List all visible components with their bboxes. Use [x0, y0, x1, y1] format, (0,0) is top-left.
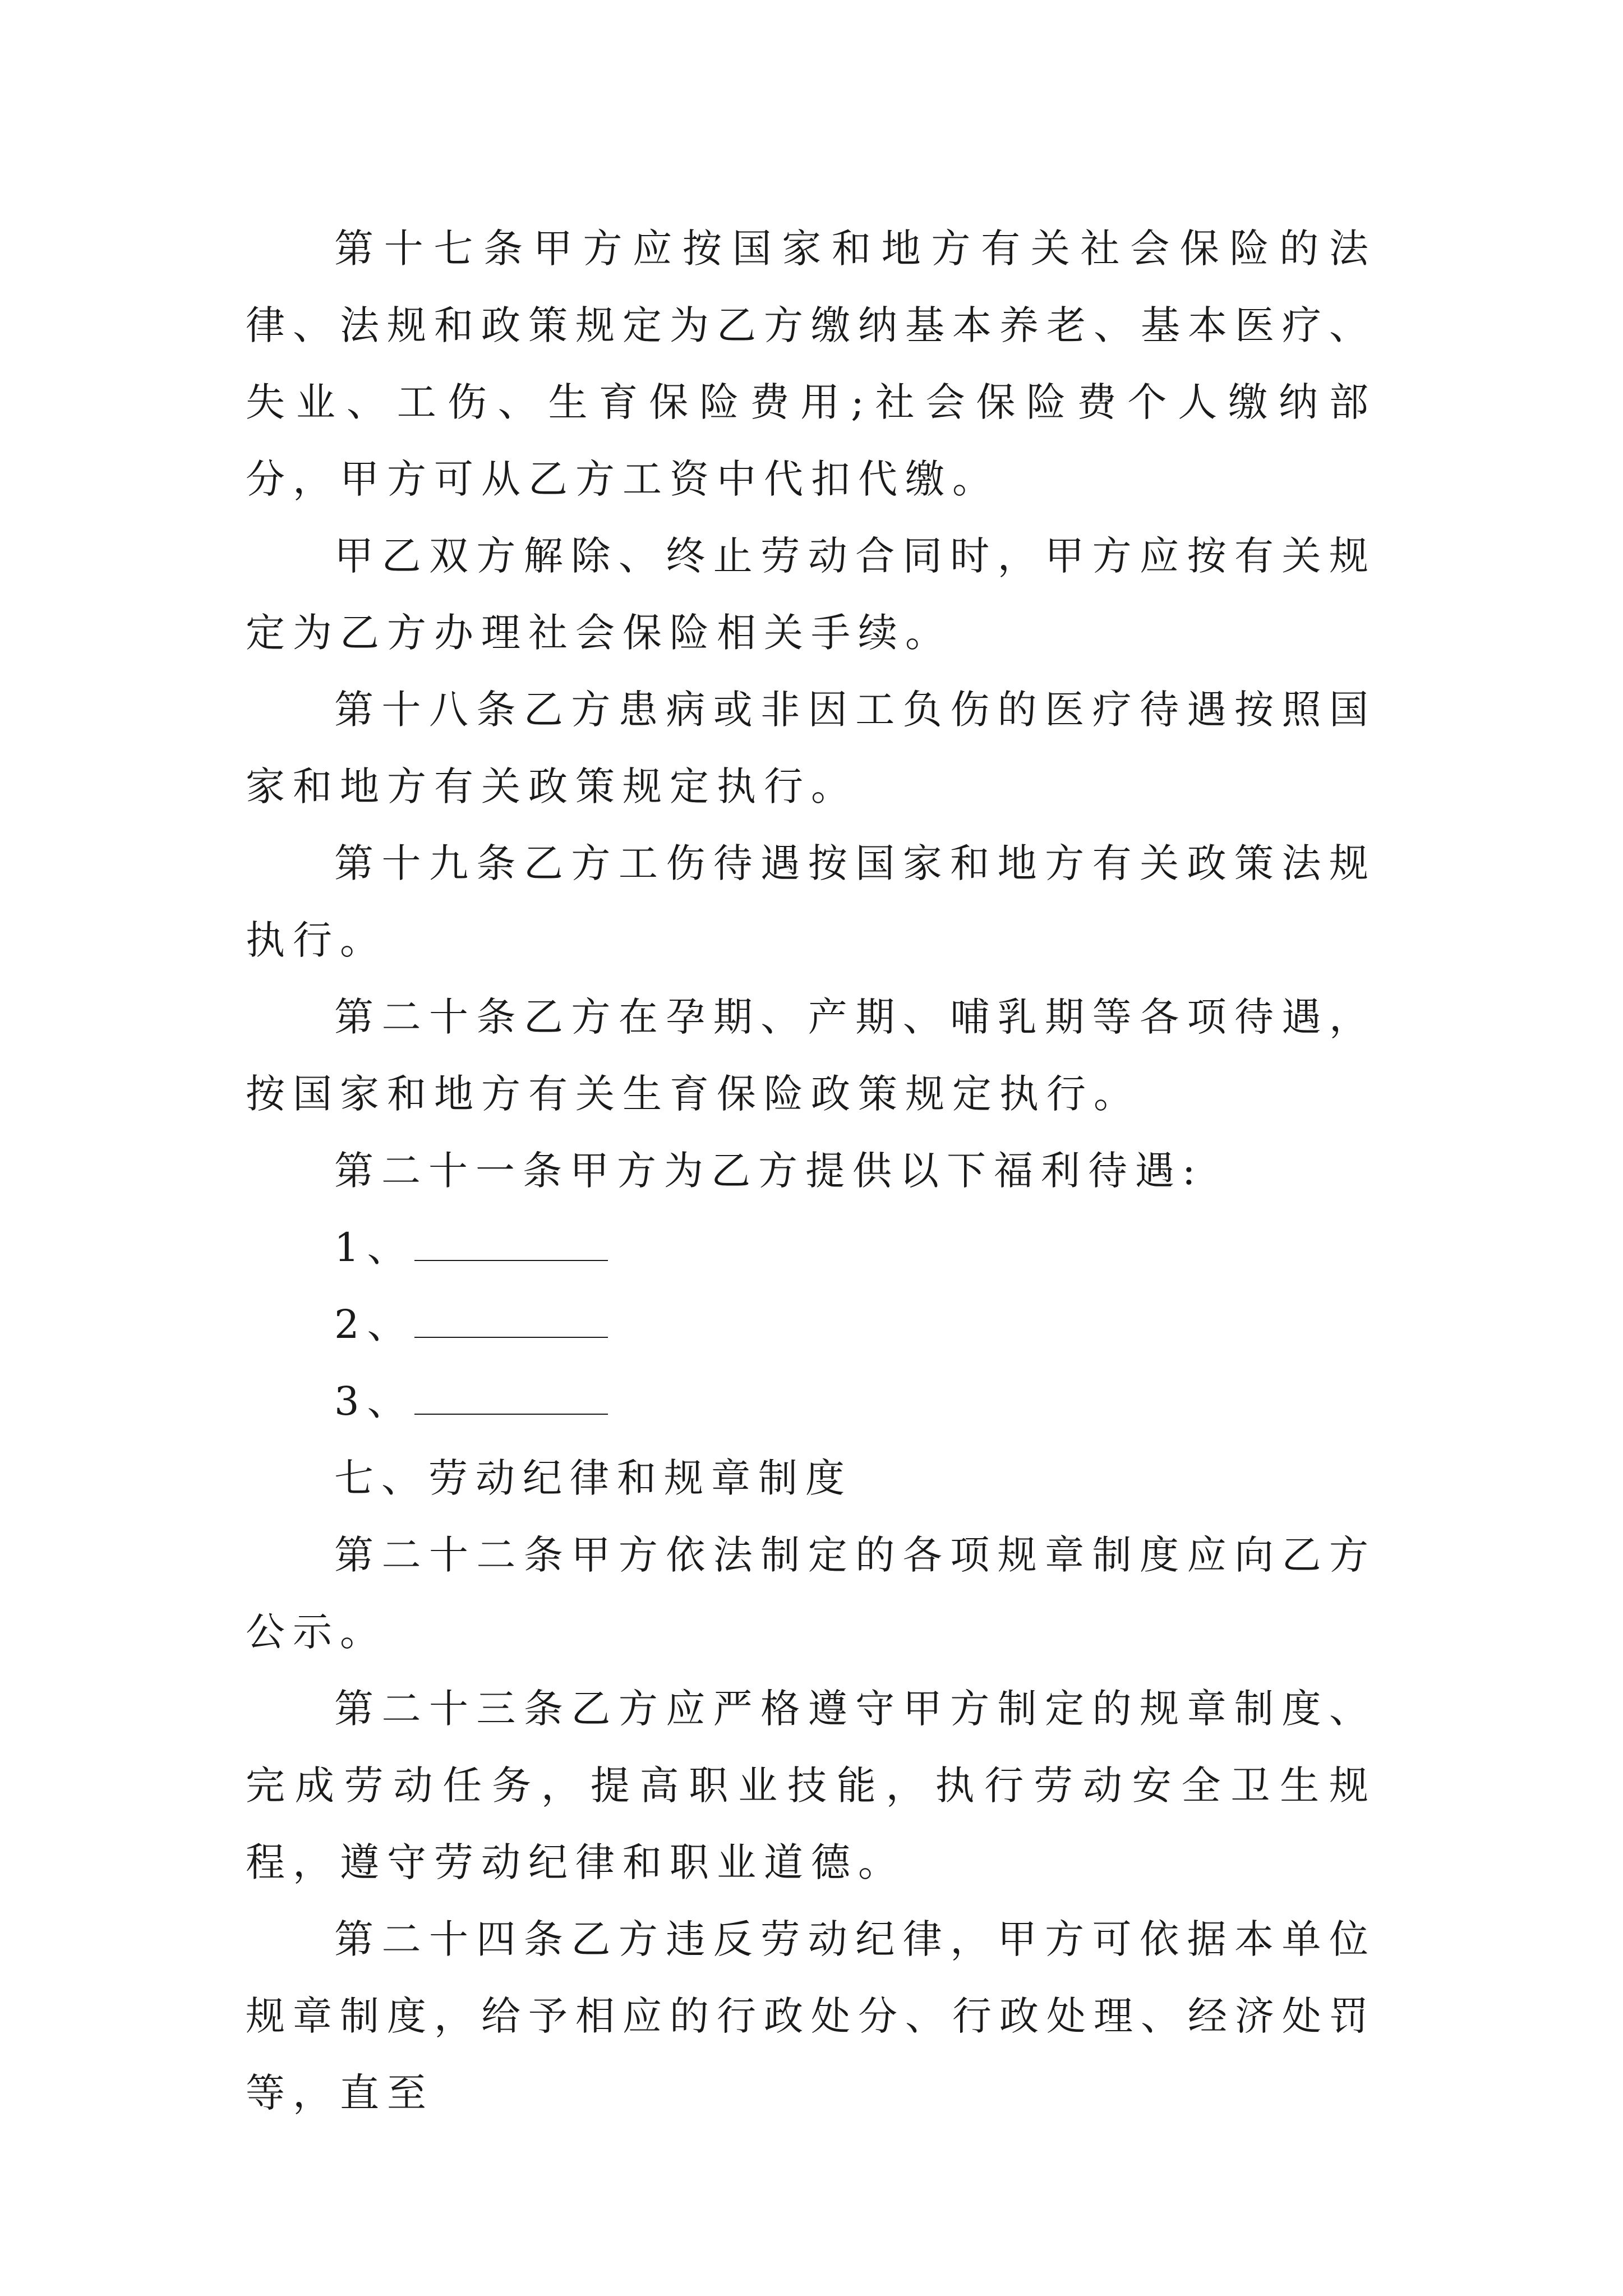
welfare-item-number: 1、 [334, 1225, 414, 1271]
fill-in-blank-line[interactable] [414, 1303, 608, 1338]
paragraph-article-23: 第二十三条乙方应严格遵守甲方制定的规章制度、完成劳动任务，提高职业技能，执行劳动安全卫生规程，遵守劳动纪律和职业道德。 [246, 1686, 1376, 1885]
welfare-item-number: 3、 [334, 1378, 414, 1424]
welfare-item-2 [246, 1286, 1376, 1363]
paragraph-article-24: 第二十四条乙方违反劳动纪律，甲方可依据本单位规章制度，给予相应的行政处分、行政处理、经济处罚等，直至 [246, 1916, 1376, 2116]
paragraph-social-insurance-procedures: 甲乙双方解除、终止劳动合同时，甲方应按有关规定为乙方办理社会保险相关手续。 [246, 533, 1376, 656]
paragraph-article-17: 第十七条甲方应按国家和地方有关社会保险的法律、法规和政策规定为乙方缴纳基本养老、基本医疗、失业、工伤、生育保险费用;社会保险费个人缴纳部分，甲方可从乙方工资中代扣代缴。 [246, 226, 1376, 502]
welfare-item-3 [246, 1363, 1376, 1440]
paragraph-article-18: 第十八条乙方患病或非因工负伤的医疗待遇按照国家和地方有关政策规定执行。 [246, 687, 1376, 809]
fill-in-blank-line[interactable] [414, 1226, 608, 1261]
section-heading: 七、劳动纪律和规章制度 [334, 1455, 852, 1501]
welfare-item-number: 2、 [334, 1301, 414, 1347]
paragraph-article-20: 第二十条乙方在孕期、产期、哺乳期等各项待遇，按国家和地方有关生育保险政策规定执行。 [246, 994, 1376, 1117]
fill-in-blank-line[interactable] [414, 1380, 608, 1415]
welfare-item-1 [246, 1209, 1376, 1286]
paragraph-article-22: 第二十二条甲方依法制定的各项规章制度应向乙方公示。 [246, 1532, 1376, 1655]
paragraph-article-19: 第十九条乙方工伤待遇按国家和地方有关政策法规执行。 [246, 840, 1376, 963]
document-body [246, 210, 1376, 2132]
paragraph-article-21: 第二十一条甲方为乙方提供以下福利待遇: [334, 1148, 1204, 1194]
